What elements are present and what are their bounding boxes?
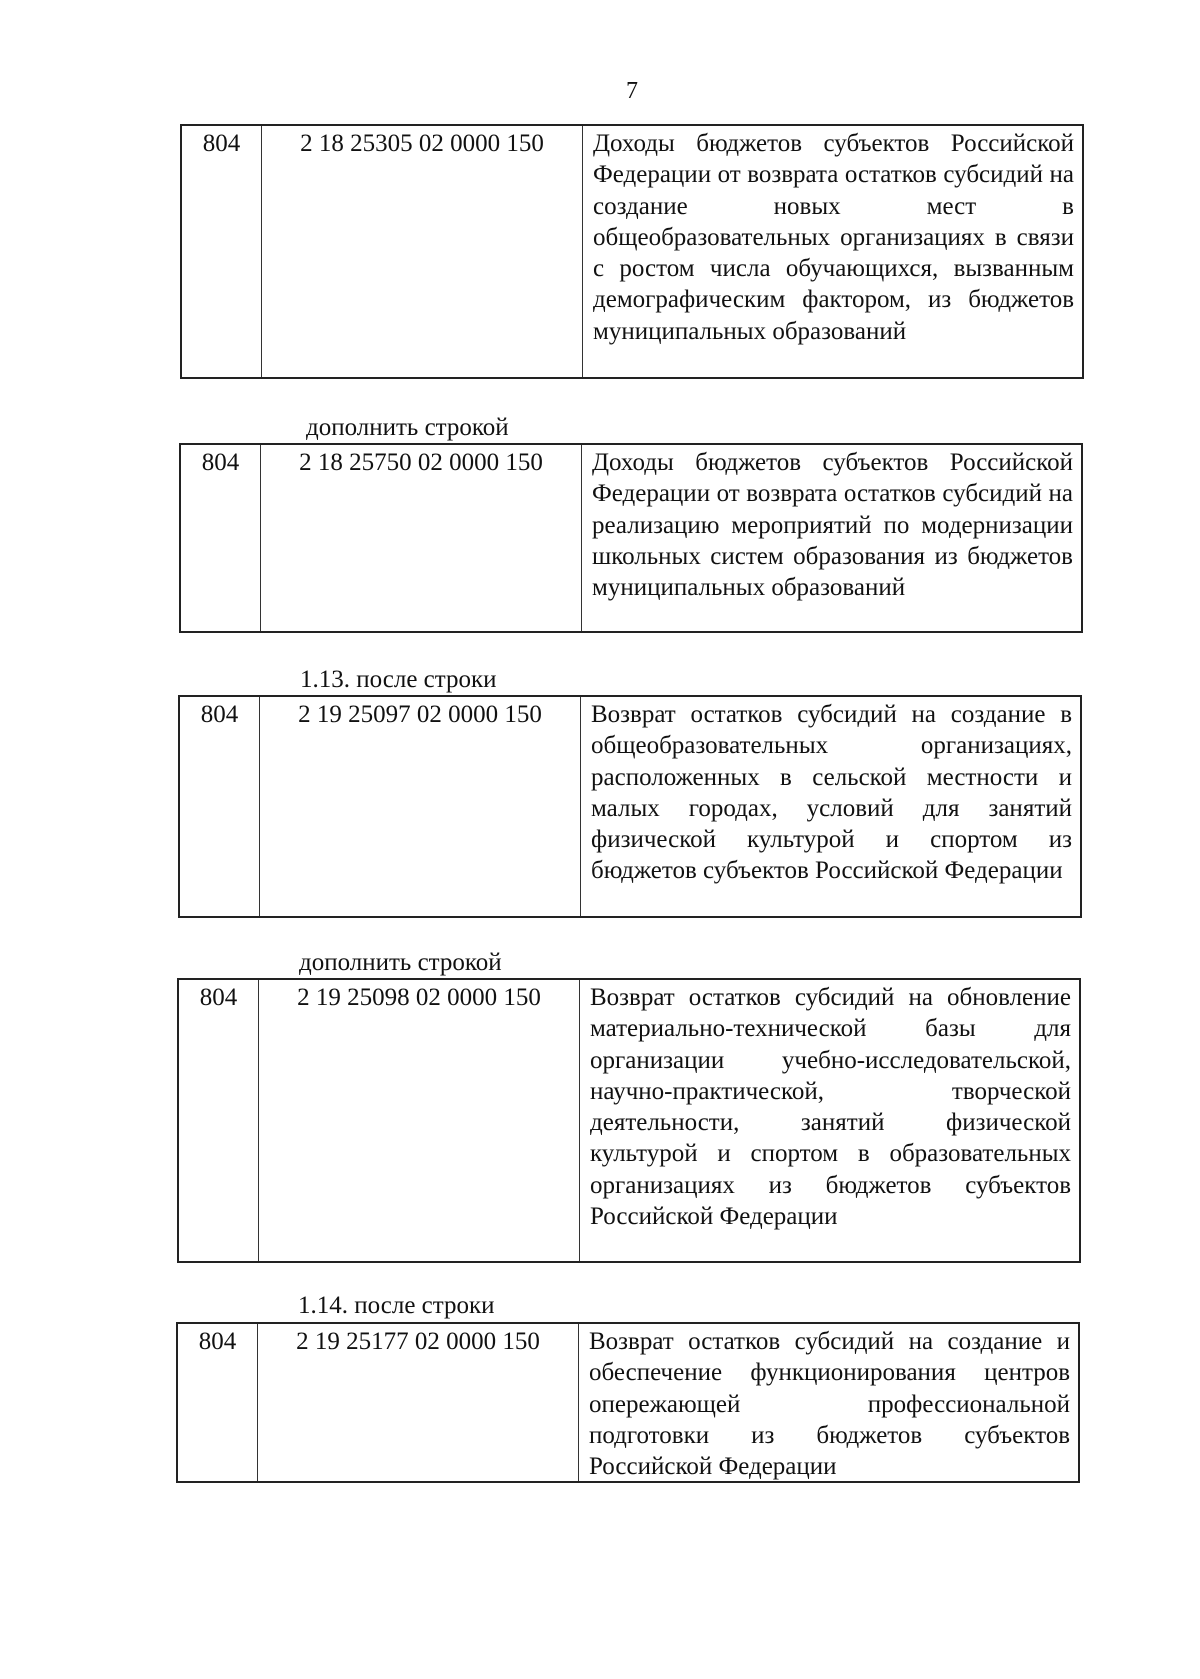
- table-row: [178, 695, 1082, 918]
- kbk-code-cell: 2 19 25177 02 0000 150: [258, 1324, 579, 1481]
- admin-code-cell: 804: [178, 1324, 258, 1481]
- table-row: [177, 978, 1081, 1263]
- section-caption: дополнить строкой: [306, 414, 509, 441]
- section-caption: 1.14. после строки: [298, 1292, 495, 1319]
- description-cell: Доходы бюджетов субъектов Российской Федерации от возврата остатков субсидий на создание новых мест в общеобразовательных организациях в связи с ростом числа обучающихся, вызванным демографическим фактором, из бюджетов муниципальных образований: [593, 130, 1074, 345]
- section-caption: дополнить строкой: [299, 949, 502, 976]
- description-cell: Возврат остатков субсидий на обновление материально-технической базы для организации учебно-исследовательской, научно-практической, творческой деятельности, занятий физической культурой и спортом в образовательных организациях из бюджетов субъектов Российской Федерации: [590, 984, 1071, 1231]
- kbk-code-cell: 2 19 25098 02 0000 150: [259, 980, 580, 1261]
- kbk-code-cell: 2 18 25750 02 0000 150: [261, 445, 582, 631]
- kbk-code-cell: 2 18 25305 02 0000 150: [262, 126, 583, 377]
- section-caption: 1.13. после строки: [300, 666, 497, 693]
- page-number: 7: [626, 78, 638, 104]
- table-row: [176, 1322, 1080, 1483]
- admin-code-cell: 804: [179, 980, 259, 1261]
- kbk-code-cell: 2 19 25097 02 0000 150: [260, 697, 581, 916]
- description-cell: Возврат остатков субсидий на создание и обеспечение функционирования центров опережающей профессиональной подготовки из бюджетов субъектов Российской Федерации: [589, 1328, 1070, 1481]
- table-row: [179, 443, 1083, 633]
- admin-code-cell: 804: [181, 445, 261, 631]
- admin-code-cell: 804: [182, 126, 262, 377]
- description-cell: Доходы бюджетов субъектов Российской Федерации от возврата остатков субсидий на реализацию мероприятий по модернизации школьных систем образования из бюджетов муниципальных образований: [592, 449, 1073, 602]
- description-cell: Возврат остатков субсидий на создание в общеобразовательных организациях, расположенных в сельской местности и малых городах, условий для занятий физической культурой и спортом из бюджетов субъектов Российской Федерации: [591, 701, 1072, 885]
- admin-code-cell: 804: [180, 697, 260, 916]
- table-row: [180, 124, 1084, 379]
